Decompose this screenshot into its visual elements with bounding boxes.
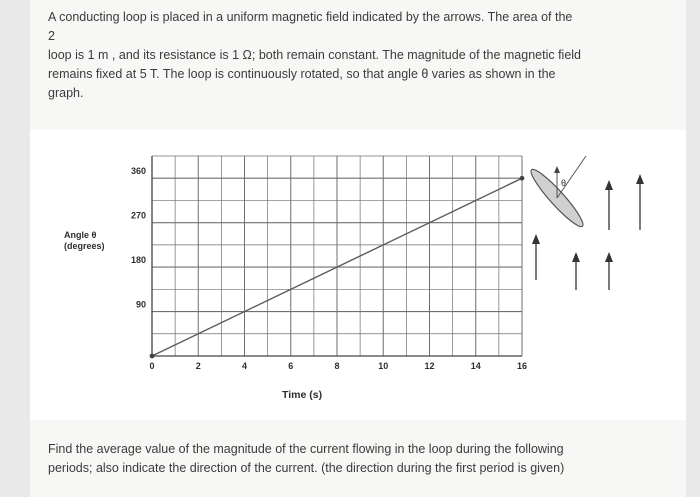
chart-tick-labels — [131, 166, 527, 371]
x-axis-label: Time (s) — [282, 389, 323, 401]
y-axis-label-line2: (degrees) — [64, 241, 105, 251]
question-text — [48, 440, 678, 478]
series-point — [150, 354, 155, 359]
x-tick-label: 2 — [195, 361, 201, 371]
x-tick-label: 0 — [149, 361, 155, 371]
question-line-2: periods; also indicate the direction of the current. (the direction during the first period is given) — [48, 461, 565, 475]
field-arrow-icon — [605, 252, 613, 290]
field-arrow-icon — [532, 234, 540, 280]
chart-grid — [152, 156, 522, 356]
problem-page — [30, 0, 686, 497]
intro-line-3: loop is 1 m , and its resistance is 1 Ω; both remain constant. The magnitude of the magnetic field — [48, 48, 582, 62]
reference-arrowhead — [554, 166, 560, 173]
theta-label: θ — [561, 178, 567, 188]
figure-panel — [30, 130, 686, 420]
loop-diagram — [526, 156, 587, 231]
x-tick-label: 14 — [470, 361, 481, 371]
y-tick-label: 360 — [130, 166, 146, 177]
y-tick-label: 270 — [130, 210, 146, 221]
x-tick-label: 10 — [378, 361, 389, 371]
intro-line-4: remains fixed at 5 T. The loop is continuously rotated, so that angle θ varies as shown in the — [48, 67, 556, 81]
y-axis-label-line1: Angle θ — [64, 230, 97, 240]
series-point — [520, 176, 525, 181]
field-arrow-icon — [605, 180, 613, 230]
y-tick-label: 90 — [135, 299, 146, 310]
x-tick-label: 12 — [424, 361, 435, 371]
angle-time-chart — [30, 130, 686, 420]
problem-intro — [48, 8, 678, 103]
loop-normal-line — [557, 156, 586, 198]
intro-line-1: A conducting loop is placed in a uniform magnetic field indicated by the arrows. The area of the — [48, 10, 573, 24]
x-tick-label: 4 — [241, 361, 248, 371]
x-tick-label: 8 — [334, 361, 340, 371]
x-tick-label: 6 — [288, 361, 294, 371]
y-tick-label: 180 — [130, 255, 146, 266]
field-arrow-icon — [636, 174, 644, 230]
intro-line-5: graph. — [48, 86, 84, 100]
intro-line-2-superscript: 2 — [48, 29, 55, 43]
field-arrow-icon — [572, 252, 580, 290]
question-line-1: Find the average value of the magnitude of the current flowing in the loop during the following — [48, 442, 564, 456]
x-tick-label: 16 — [516, 361, 528, 371]
